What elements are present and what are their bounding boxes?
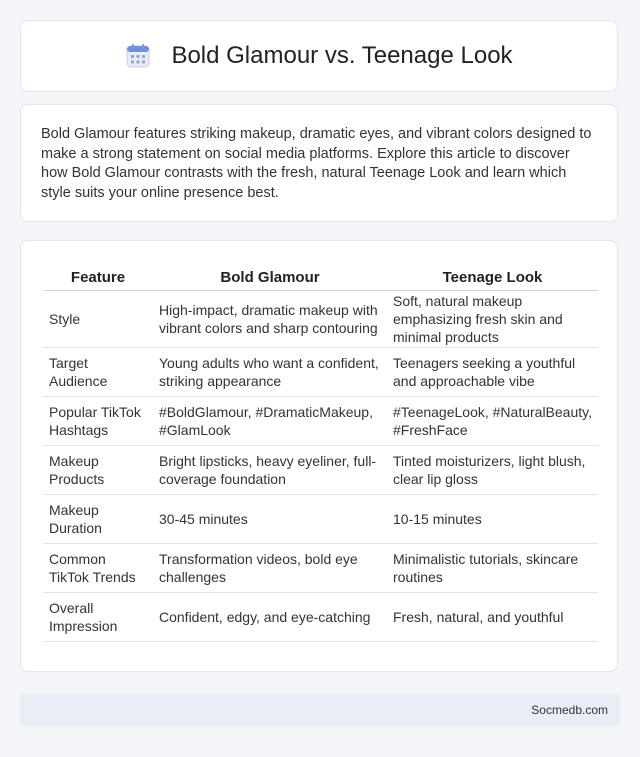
table-row: [43, 495, 598, 544]
teenage-look-cell: 10-15 minutes: [387, 495, 598, 544]
bold-glamour-cell: Transformation videos, bold eye challenges: [153, 544, 387, 593]
table-row: [43, 291, 598, 348]
feature-cell: Style: [43, 291, 153, 348]
table-row: [43, 397, 598, 446]
calendar-icon: [125, 43, 151, 69]
bold-glamour-cell: Confident, edgy, and eye-catching: [153, 593, 387, 642]
table-row: [43, 593, 598, 642]
intro-card: [20, 104, 618, 222]
footer-site-link[interactable]: Socmedb.com: [531, 703, 608, 717]
teenage-look-cell: Soft, natural makeup emphasizing fresh skin and minimal products: [387, 291, 598, 348]
teenage-look-cell: Minimalistic tutorials, skincare routines: [387, 544, 598, 593]
header-feature: Feature: [43, 265, 153, 291]
feature-cell: Overall Impression: [43, 593, 153, 642]
header-teenage-look: Teenage Look: [387, 265, 598, 291]
feature-cell: Makeup Duration: [43, 495, 153, 544]
teenage-look-cell: Teenagers seeking a youthful and approachable vibe: [387, 348, 598, 397]
teenage-look-cell: Fresh, natural, and youthful: [387, 593, 598, 642]
table-row: [43, 446, 598, 495]
bold-glamour-cell: 30-45 minutes: [153, 495, 387, 544]
bold-glamour-cell: High-impact, dramatic makeup with vibrant colors and sharp contouring: [153, 291, 387, 348]
table-row: [43, 348, 598, 397]
bold-glamour-cell: Bright lipsticks, heavy eyeliner, full-coverage foundation: [153, 446, 387, 495]
comparison-table: [43, 265, 598, 642]
feature-cell: Common TikTok Trends: [43, 544, 153, 593]
teenage-look-cell: Tinted moisturizers, light blush, clear lip gloss: [387, 446, 598, 495]
page-title: Bold Glamour vs. Teenage Look: [171, 42, 513, 69]
header-bold-glamour: Bold Glamour: [153, 265, 387, 291]
feature-cell: Makeup Products: [43, 446, 153, 495]
feature-cell: Popular TikTok Hashtags: [43, 397, 153, 446]
bold-glamour-cell: #BoldGlamour, #DramaticMakeup, #GlamLook: [153, 397, 387, 446]
intro-text: Bold Glamour features striking makeup, dramatic eyes, and vibrant colors designed to make a strong statement on social media platforms. Explore this article to discover how Bold Glamour contrasts with the fresh, natural Teenage Look and learn which style suits your online presence best.: [41, 126, 592, 201]
comparison-card: [20, 240, 618, 672]
teenage-look-cell: #TeenageLook, #NaturalBeauty, #FreshFace: [387, 397, 598, 446]
footer: [20, 694, 620, 726]
bold-glamour-cell: Young adults who want a confident, striking appearance: [153, 348, 387, 397]
table-row: [43, 544, 598, 593]
table-header-row: [43, 265, 598, 291]
title-card: [20, 20, 618, 92]
feature-cell: Target Audience: [43, 348, 153, 397]
